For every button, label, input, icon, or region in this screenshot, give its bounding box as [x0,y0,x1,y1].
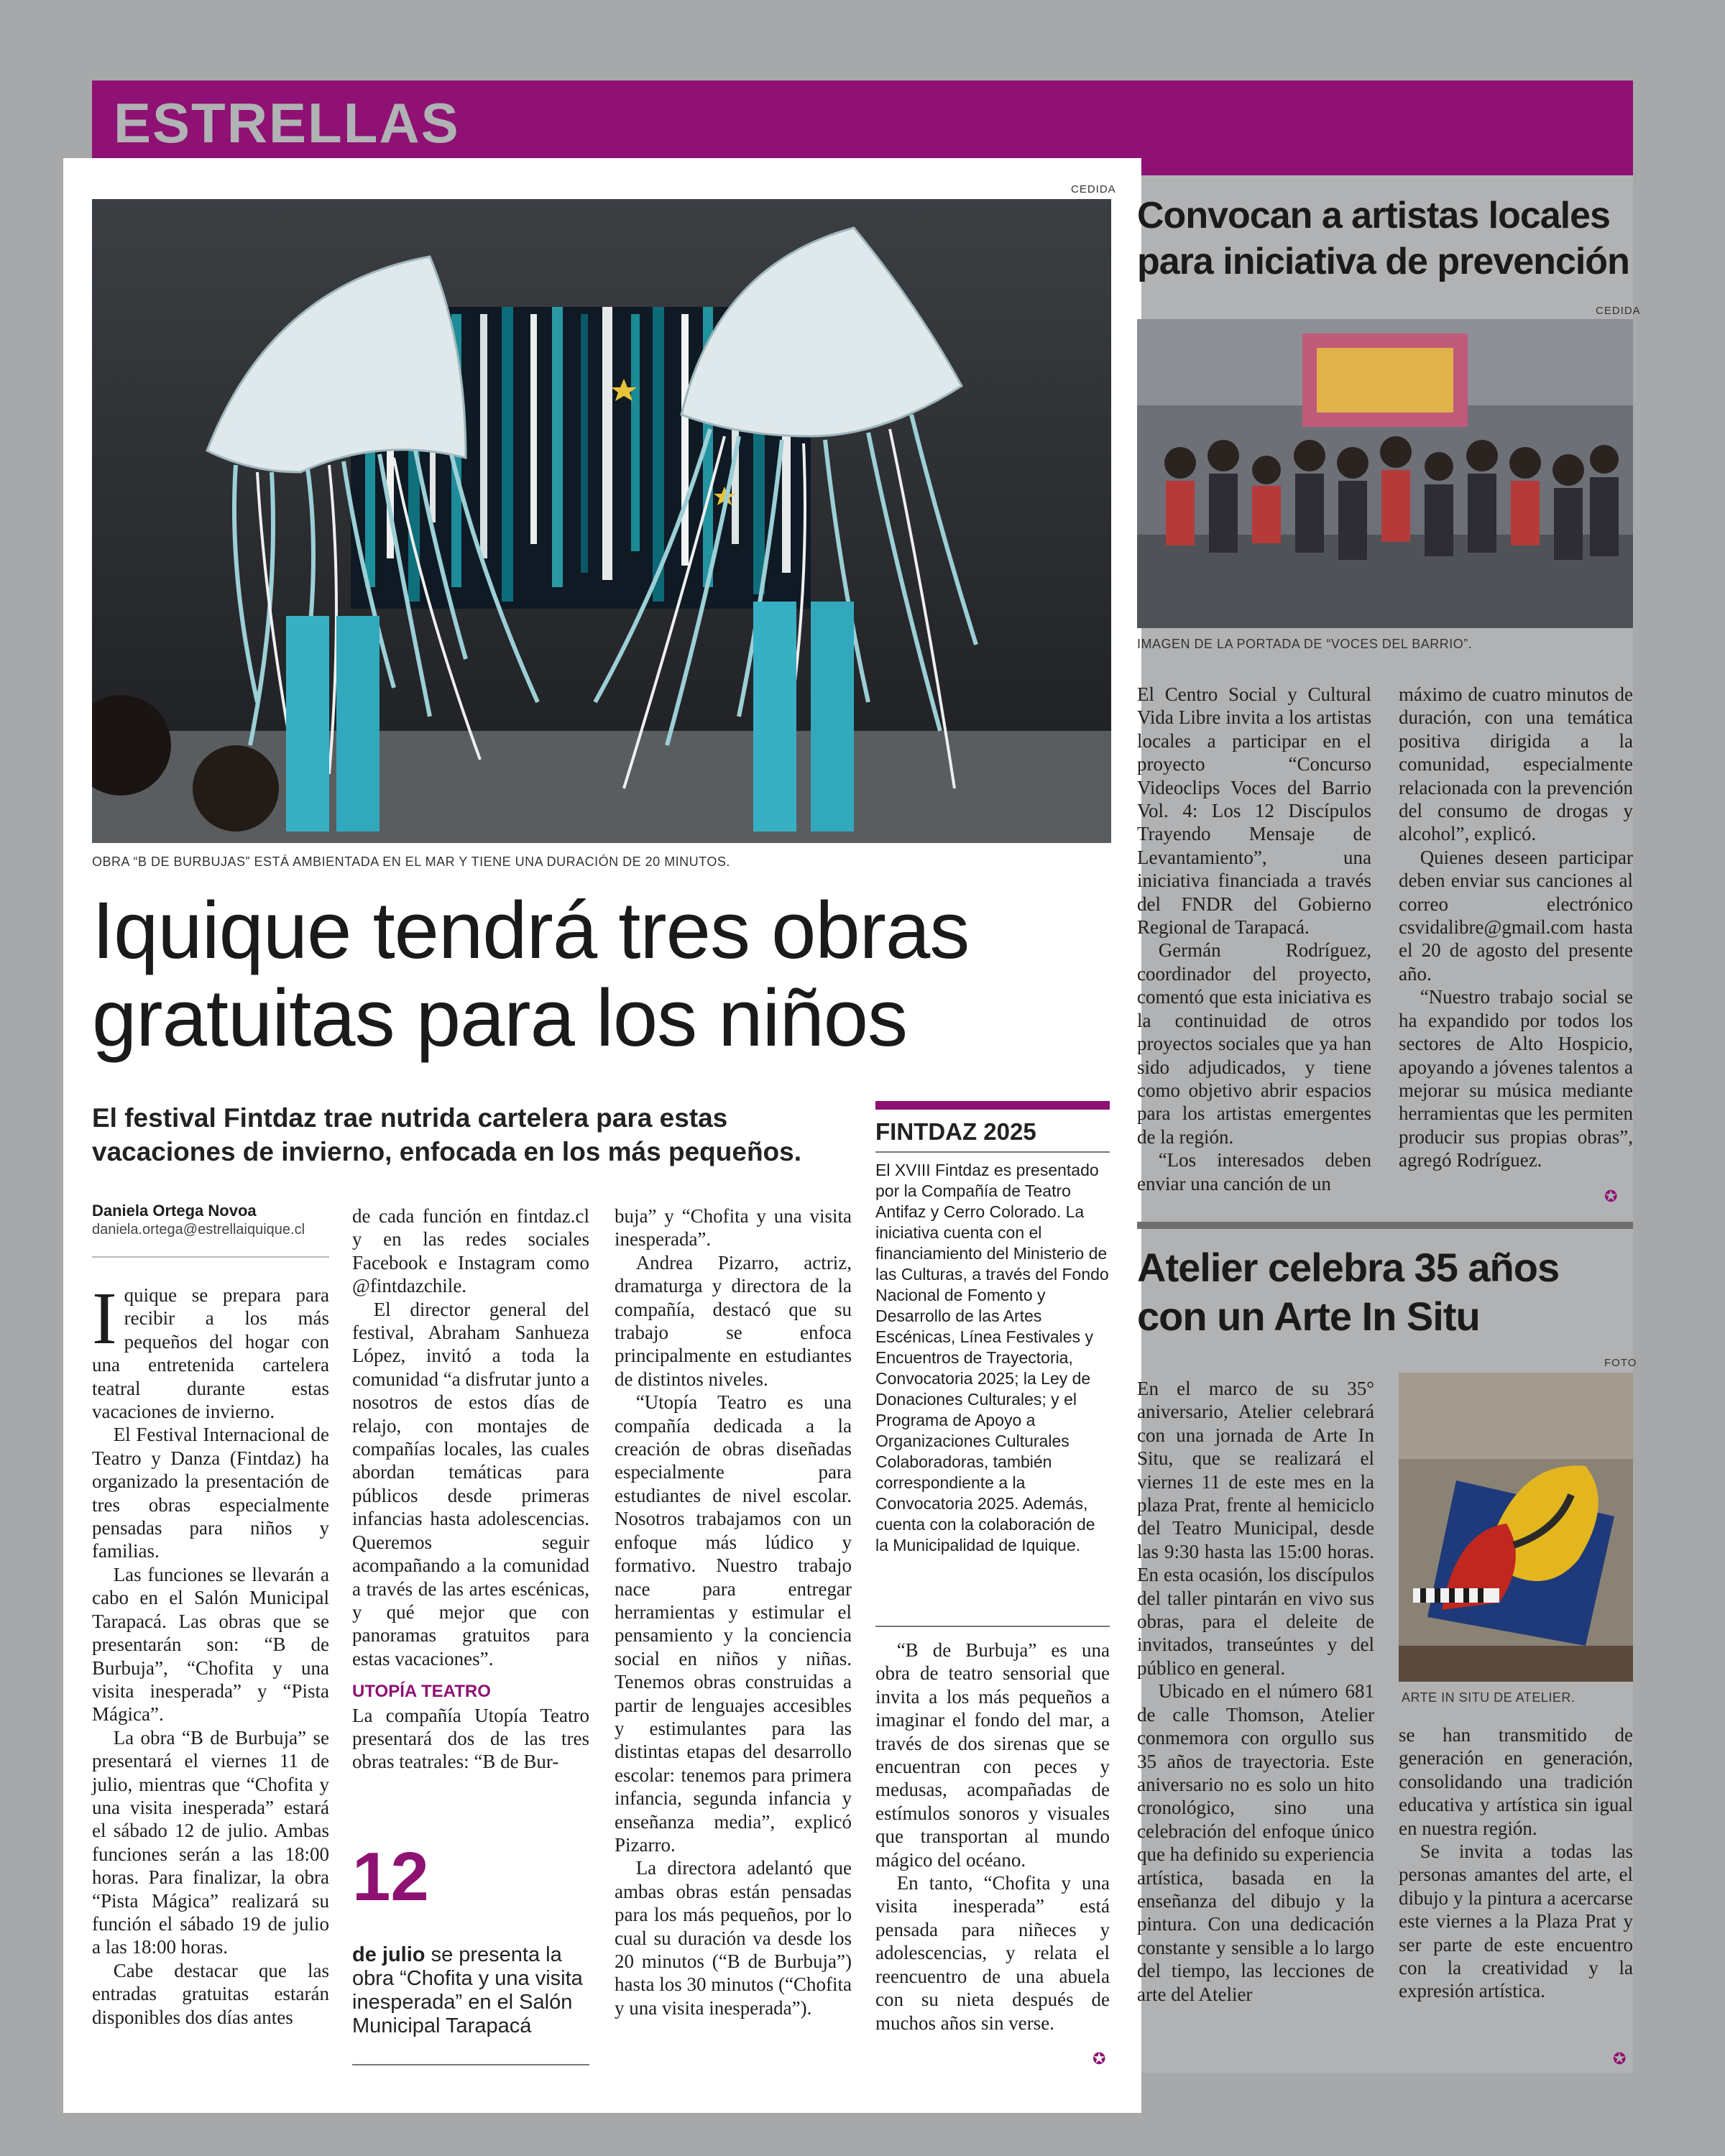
section-title: ESTRELLAS [114,91,460,155]
box-title-divider [875,1151,1110,1153]
paragraph: El Centro Social y Cultural Vida Libre invita a los artistas locales a participar en el proyecto “Concurso Videoclips Voces del Barrio Vol. 4: Los 12 Discípulos Trayendo Mensaje de Levantamiento”, una iniciativa financiada a través del FNDR del Gobierno Regional de Tarapacá. [1137,683,1371,939]
fact-body: se presenta la obra “Chofita y una visita inesperada” en el Salón Municipal Tarapacá [352,1943,583,2037]
end-mark-icon: ✪ [1613,2050,1627,2068]
paragraph: La directora adelantó que ambas obras están pensadas para los más pequeños, por lo cual su duración va desde los 20 minutos (“B de Burbuja”) hasta los 30 minutos (“Chofita y una visita inesperada”). [615,1857,852,2019]
paragraph: El director general del festival, Abraham Sanhueza López, invitó a toda la comunidad “a disfrutar junto a nosotros de estos días de relajo, con montajes de compañías locales, las cuales abordan temáticas para públicos desde primeras infancias hasta adolescencias. Queremos seguir acompañando a la comunidad a través de las artes escénicas, y qué mejor que con panoramas gratuitos para estas vacaciones”. [352,1298,589,1669]
paragraph: Quienes deseen participar deben enviar sus canciones al correo electrónico csvidalibre@gmail.com hasta el 20 de agosto del presente año. [1399,846,1633,985]
main-headline-line1: Iquique tendrá tres obras [92,885,970,975]
end-mark-icon: ✪ [1092,2050,1106,2068]
drop-cap: I [92,1277,117,1360]
story3-photo [1399,1373,1633,1682]
paragraph: “Los interesados deben enviar una canción de un [1137,1149,1371,1194]
main-column-2 [352,1204,589,1774]
story2-photo-caption: IMAGEN DE LA PORTADA DE “VOCES DEL BARRIO”. [1137,637,1473,651]
paragraph: En tanto, “Chofita y una visita inesperada” está pensada para niñeces y adolescencias, y relata el reencuentro de una abuela con su nieta después de muchos años sin verse. [875,1872,1110,2034]
fact-text [352,1943,589,2038]
main-deck [92,1101,801,1169]
main-column-3 [615,1204,852,2019]
story3-photo-caption: ARTE IN SITU DE ATELIER. [1402,1690,1576,1705]
byline-author: Daniela Ortega Novoa [92,1202,257,1220]
fact-divider [352,2064,589,2065]
main-deck-line2: vacaciones de invierno, enfocada en los más pequeños. [92,1137,802,1166]
main-headline [92,887,969,1062]
paragraph: Germán Rodríguez, coordinador del proyecto, comentó que esta iniciativa es la continuidad de otros proyectos sociales que ya han sido adjudicados, y tiene como objetivo abrir espacios para los artistas emergentes de la región. [1137,939,1371,1148]
group-photo [1137,319,1633,628]
story2-column-2 [1399,683,1633,1172]
paragraph: Ubicado en el número 681 de calle Thomson, Atelier conmemora con orgullo sus 35 años de trayectoria. Este aniversario no es solo un hito cronológico, sino una celebración del enfoque único que ha definido su experiencia artística, basada en la enseñanza del dibujo y la pintura. Con una dedicación constante y sensible a lo largo del tiempo, las lecciones de arte del Atelier [1137,1680,1374,2005]
paragraph: “Nuestro trabajo social se ha expandido por todos los sectores de Alto Hospicio, apoyando a jóvenes talentos a mejorar su música mediante herramientas que les permiten producir sus propias obras”, agregó Rodríguez. [1399,986,1633,1171]
paragraph: Cabe destacar que las entradas gratuitas estarán disponibles dos días antes [92,1959,329,2028]
story2-column-1 [1137,683,1371,1195]
box-bottom-divider [875,1626,1110,1627]
story2-headline-line1: Convocan a artistas locales [1137,195,1610,236]
byline-email[interactable]: daniela.ortega@estrellaiquique.cl [92,1222,305,1238]
story2-headline-line2: para iniciativa de prevención [1137,241,1629,282]
paragraph: Se invita a todas las personas amantes del arte, el dibujo y la pintura a acercarse este viernes a la Plaza Prat y ser parte de este encuentro con la creatividad y la expresión artística. [1399,1841,1633,2002]
main-photo [92,199,1111,843]
story2-photo-credit: CEDIDA [1596,305,1641,317]
end-mark-icon: ✪ [1604,1187,1618,1205]
paragraph: “B de Burbuja” es una obra de teatro sensorial que invita a los más pequeños a imaginar el fondo del mar, a través de dos sirenas que se encuentran con peces y medusas, acompañadas de estímulos sonoros y visuales que transportan al mundo mágico del océano. [875,1639,1110,1871]
paragraph: La compañía Utopía Teatro presentará dos de las tres obras teatrales: “B de Bur- [352,1704,589,1773]
paragraph: buja” y “Chofita y una visita inesperada”. [615,1205,852,1250]
main-column-4 [875,1639,1110,2035]
paragraph: máximo de cuatro minutos de duración, con una temática positiva dirigida a la comunidad, especialmente relacionada con la prevención del consumo de drogas y alcohol”, explicó. [1399,683,1633,845]
byline-divider [92,1256,329,1258]
subhead-utopia-teatro: UTOPÍA TEATRO [352,1682,491,1702]
box-title: FINTDAZ 2025 [875,1118,1036,1145]
jellyfish-stage-photo [92,199,1111,843]
paragraph: quique se prepara para recibir a los más pequeños del hogar con una entretenida cartelera teatral durante estas vacaciones de invierno. [92,1284,329,1423]
painting-photo [1399,1373,1633,1682]
story3-column-2 [1399,1723,1633,2003]
paragraph: se han transmitido de generación en generación, consolidando una tradición educativa y artística sin igual en nuestra región. [1399,1724,1633,1839]
story-divider [1137,1222,1633,1229]
story3-column-1 [1137,1377,1374,2006]
story3-headline-line1: Atelier celebra 35 años [1137,1245,1560,1290]
paragraph: La obra “B de Burbuja” se presentará el viernes 11 de julio, mientras que “Chofita y una visita inesperada” estará el sábado 12 de julio. Ambas funciones serán a las 18:00 horas. Para finalizar, la obra “Pista Mágica” realizará su función el sábado 19 de julio a las 18:00 horas. [92,1726,329,1958]
paragraph: En el marco de su 35° aniversario, Atelier celebrará con una jornada de Arte In Situ, que se realizará el viernes 11 de este mes en la plaza Prat, frente al hemiciclo del Teatro Municipal, desde las 9:30 hasta las 15:00 horas. En esta ocasión, los discípulos del taller pintarán en vivo sus obras, para el deleite de invitados, transeúntes y del público en general. [1137,1378,1374,1679]
box-top-rule [875,1101,1110,1110]
story2-headline [1137,193,1629,285]
photo-credit: CEDIDA [1071,183,1116,195]
story2-photo [1137,319,1633,628]
main-headline-line2: gratuitas para los niños [92,973,908,1063]
main-photo-caption: OBRA “B DE BURBUJAS” ESTÁ AMBIENTADA EN EL MAR Y TIENE UNA DURACIÓN DE 20 MINUTOS. [92,854,730,869]
main-deck-line1: El festival Fintdaz trae nutrida cartelera para estas [92,1103,728,1133]
paragraph: “Utopía Teatro es una compañía dedicada a la creación de obras diseñadas especialmente para estudiantes de nivel escolar. Nosotros trabajamos con un enfoque más lúdico y formativo. Nuestro trabajo nace para entregar herramientas y estimular el pensamiento y la conciencia social en niños y niñas. Tenemos obras construidas a partir de lenguajes accesibles y estimulantes para las distintas etapas del desarrollo escolar: tenemos para primera infancia, segunda infancia y enseñanza media”, explicó Pizarro. [615,1391,852,1856]
paragraph: Las funciones se llevarán a cabo en el Salón Municipal Tarapacá. Las obras que se presentarán son: “B de Burbuja”, “Chofita y una visita inesperada” y “Pista Mágica”. [92,1563,329,1726]
story3-headline-line2: con un Arte In Situ [1137,1294,1480,1339]
paragraph: de cada función en fintdaz.cl y en las redes sociales Facebook e Instagram como @fintdazchile. [352,1205,589,1297]
paragraph: Andrea Pizarro, actriz, dramaturga y directora de la compañía, destacó que su trabajo se enfoca principalmente en estudiantes de distintos niveles. [615,1251,852,1390]
story3-headline [1137,1243,1559,1341]
story3-photo-credit: FOTO [1604,1357,1637,1369]
main-column-1 [92,1277,329,2029]
fact-big-number: 12 [352,1838,429,1915]
paragraph: El Festival Internacional de Teatro y Danza (Fintdaz) ha organizado la presentación de tres obras especialmente pensadas para niños y familias. [92,1424,329,1562]
fact-bold: de julio [352,1943,426,1966]
box-text: El XVIII Fintdaz es presentado por la Compañía de Teatro Antifaz y Cerro Colorado. La iniciativa cuenta con el financiamiento del Ministerio de las Culturas, a través del Fondo Nacional de Fomento y Desarrollo de las Artes Escénicas, Línea Festivales y Encuentros de Trayectoria, Convocatoria 2025; la Ley de Donaciones Culturales; y el Programa de Apoyo a Organizaciones Culturales Colaboradoras, también correspondiente a la Convocatoria 2025. Además, cuenta con la colaboración de la Municipalidad de Iquique. [875,1161,1109,1554]
